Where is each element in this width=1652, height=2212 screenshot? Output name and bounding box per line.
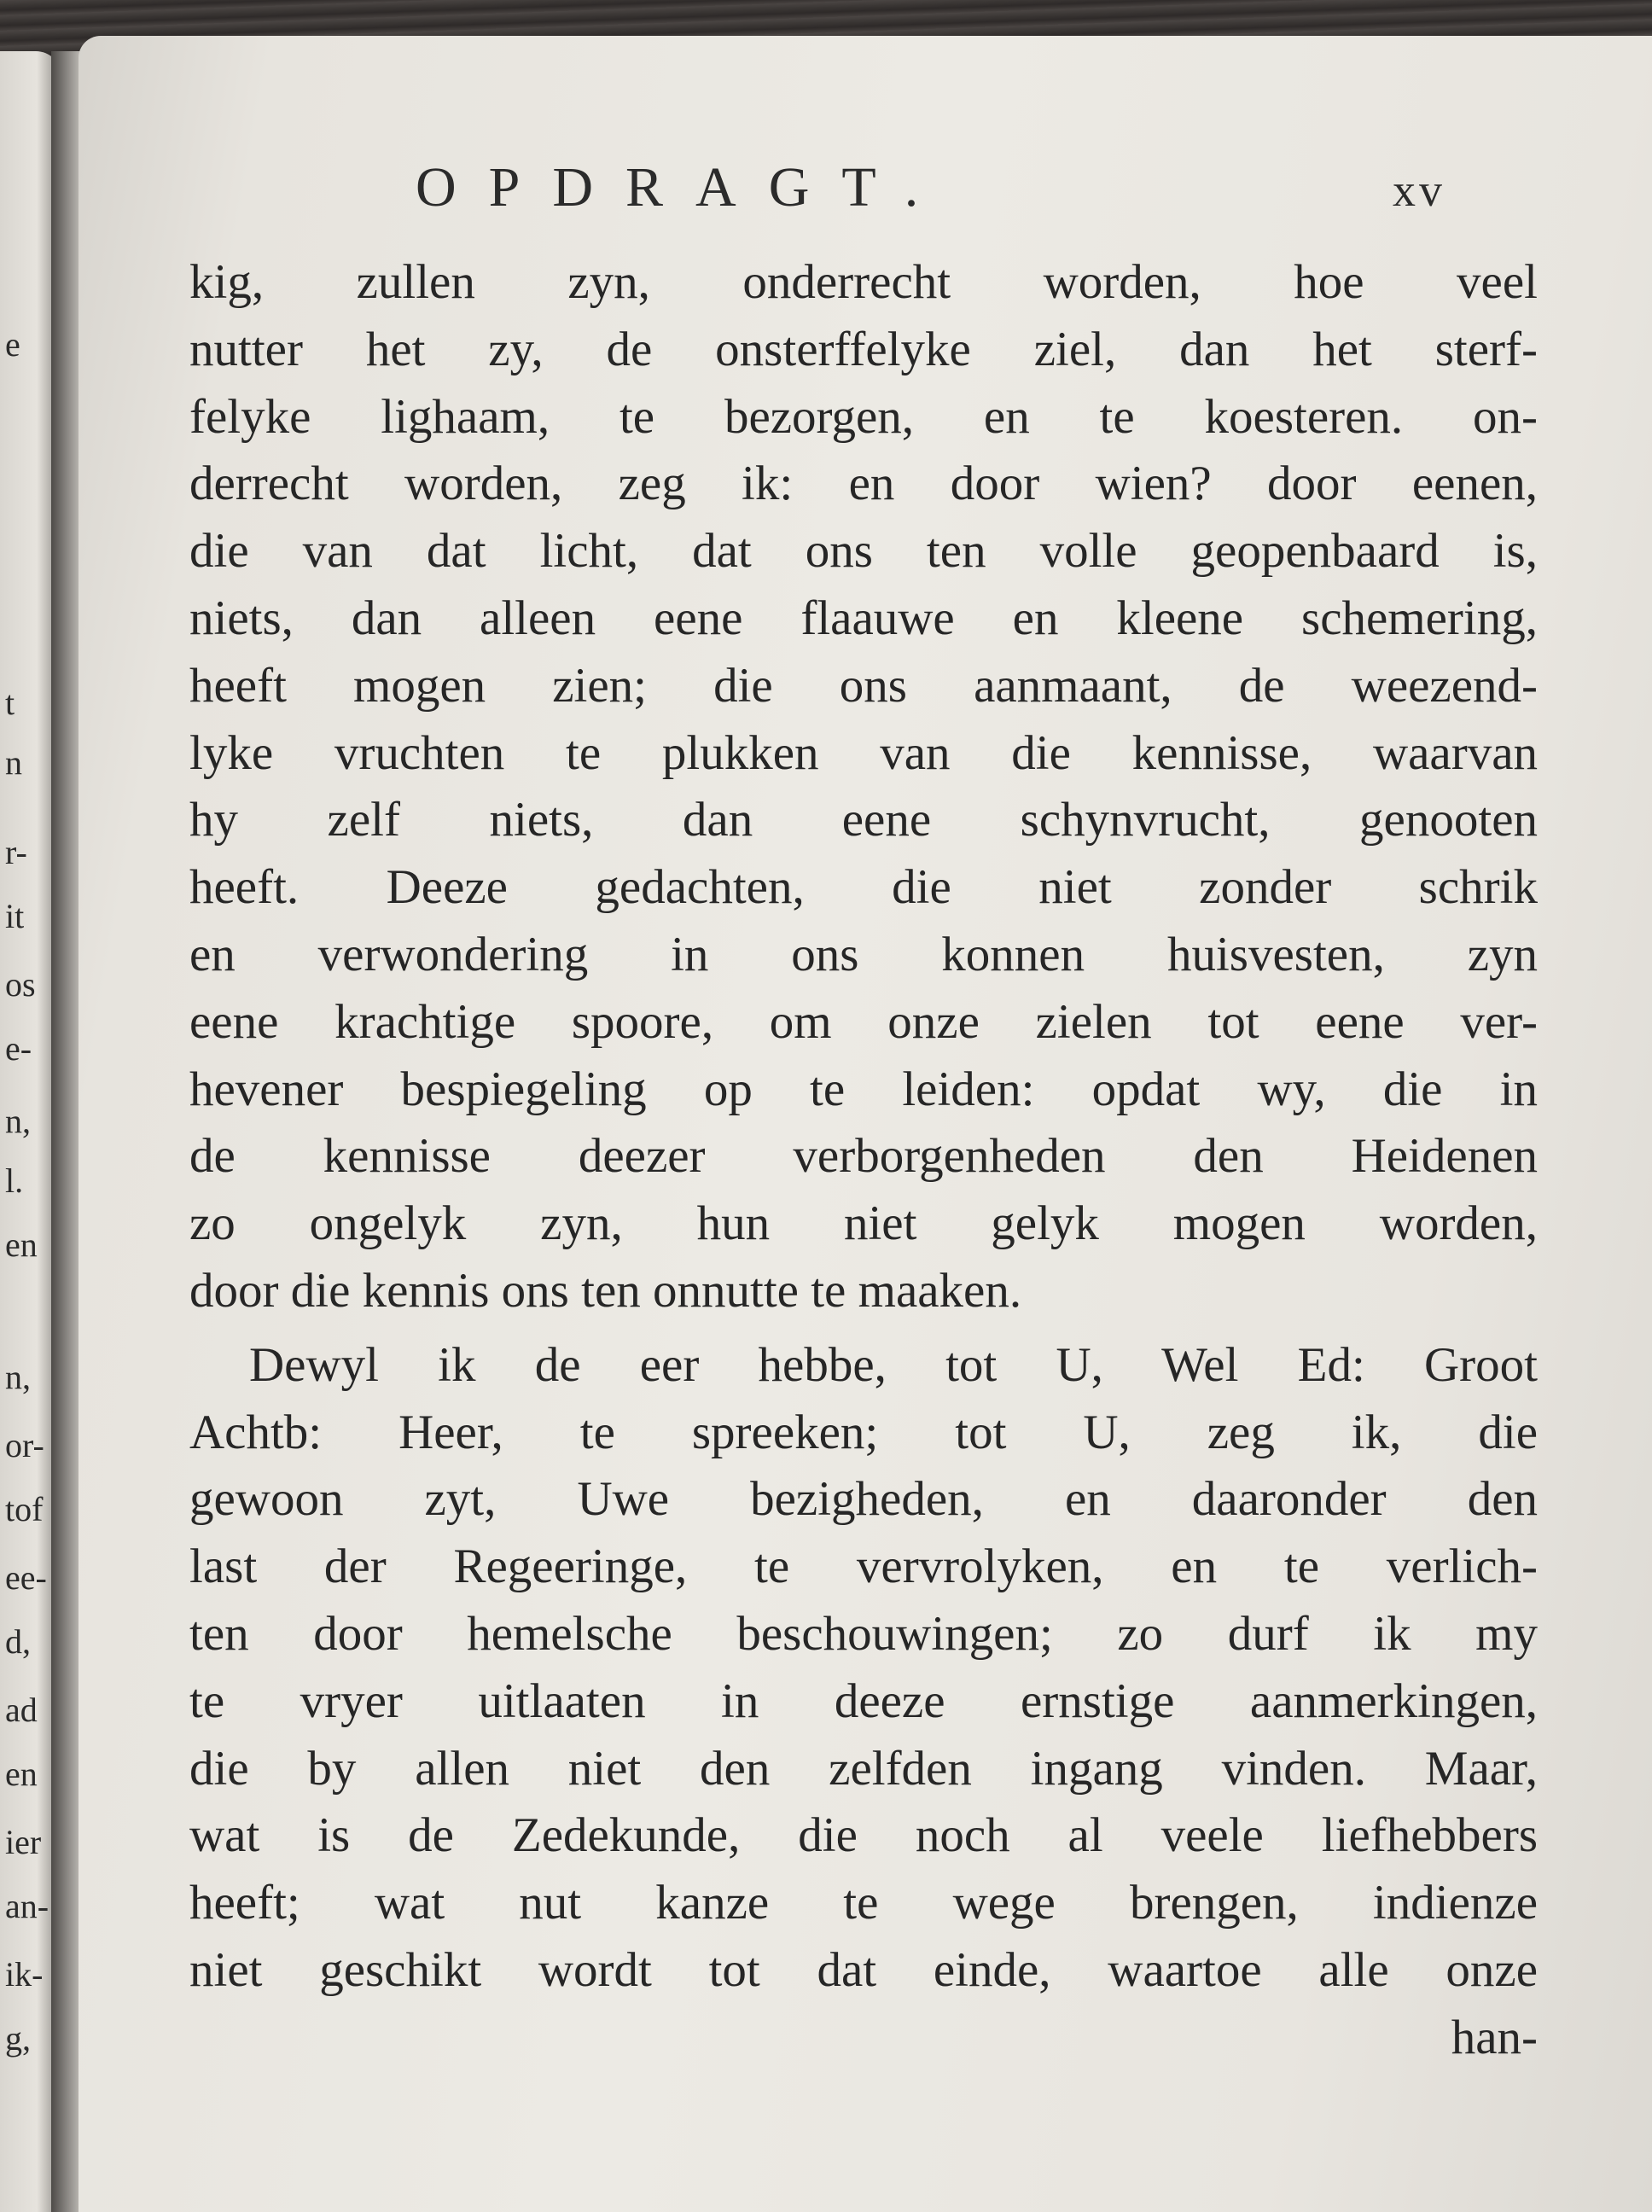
margin-fragment: e-	[5, 1029, 32, 1068]
margin-fragment: l.	[5, 1161, 24, 1200]
margin-fragment: n,	[5, 1358, 31, 1396]
text-line: niets, dan alleen eene flaauwe en kleene schemering,	[189, 591, 1538, 645]
margin-fragment: it	[5, 897, 25, 935]
running-head-title: OPDRAGT.	[416, 156, 951, 218]
text-line: en verwondering in ons konnen huisvesten, zyn	[189, 927, 1538, 981]
margin-fragment: ier	[5, 1823, 42, 1861]
margin-fragment: t	[5, 684, 15, 722]
margin-fragment: g,	[5, 2019, 31, 2058]
margin-fragment: ad	[5, 1691, 38, 1729]
text-line: die van dat licht, dat ons ten volle geopenbaard is,	[189, 524, 1538, 579]
text-line: hevener bespiegeling op te leiden: opdat wy, die in	[189, 1062, 1538, 1116]
margin-fragment: an-	[5, 1887, 49, 1925]
text-line: ten door hemelsche beschouwingen; zo durf ik my	[189, 1606, 1538, 1661]
text-line: zo ongelyk zyn, hun niet gelyk mogen worden,	[189, 1196, 1538, 1251]
margin-fragment: n	[5, 743, 22, 782]
catchword: han-	[1451, 2010, 1538, 2064]
margin-fragment: os	[5, 965, 36, 1004]
text-line: Dewyl ik de eer hebbe, tot U, Wel Ed: Groot	[249, 1337, 1538, 1392]
text-line: heeft; wat nut kanze te wege brengen, indienze	[189, 1876, 1538, 1930]
text-line: last der Regeeringe, te vervrolyken, en te verlich-	[189, 1540, 1538, 1594]
text-line: felyke lighaam, te bezorgen, en te koesteren. on-	[189, 389, 1538, 444]
text-line: kig, zullen zyn, onderrecht worden, hoe veel	[189, 255, 1538, 309]
margin-fragment: ik-	[5, 1955, 44, 1994]
margin-fragment: ee-	[5, 1558, 47, 1597]
text-line: wat is de Zedekunde, die noch al veele liefhebbers	[189, 1808, 1538, 1863]
text-line: nutter het zy, de onsterffelyke ziel, dan het sterf-	[189, 322, 1538, 376]
text-line: lyke vruchten te plukken van die kennisse, waarvan	[189, 725, 1538, 780]
margin-fragment: e	[5, 325, 20, 364]
text-line: heeft mogen zien; die ons aanmaant, de weezend-	[189, 658, 1538, 713]
text-line: te vryer uitlaaten in deeze ernstige aanmerkingen,	[189, 1674, 1538, 1728]
text-line: gewoon zyt, Uwe bezigheden, en daaronder den	[189, 1472, 1538, 1527]
text-line: hy zelf niets, dan eene schynvrucht, genooten	[189, 793, 1538, 847]
text-line: de kennisse deezer verborgenheden den Heidenen	[189, 1129, 1538, 1184]
body-text	[189, 249, 1538, 2072]
text-line: derrecht worden, zeg ik: en door wien? door eenen,	[189, 457, 1538, 511]
text-line: niet geschikt wordt tot dat einde, waartoe alle onze	[189, 1942, 1538, 1997]
margin-fragment: d,	[5, 1622, 31, 1661]
text-line: Achtb: Heer, te spreeken; tot U, zeg ik, die	[189, 1405, 1538, 1459]
page-number: xv	[1393, 165, 1446, 216]
text-line: eene krachtige spoore, om onze zielen tot eene ver-	[189, 994, 1538, 1049]
margin-fragment: tof	[5, 1490, 44, 1528]
text-line: die by allen niet den zelfden ingang vinden. Maar,	[189, 1741, 1538, 1796]
text-line: door die kennis ons ten onnutte te maaken.	[189, 1263, 1022, 1318]
margin-fragment: r-	[5, 833, 27, 871]
margin-fragment: en	[5, 1225, 38, 1264]
text-line: heeft. Deeze gedachten, die niet zonder schrik	[189, 860, 1538, 915]
margin-fragment: n,	[5, 1102, 31, 1140]
margin-fragment: en	[5, 1755, 38, 1793]
margin-fragment: or-	[5, 1426, 44, 1464]
book-page	[79, 36, 1652, 2212]
